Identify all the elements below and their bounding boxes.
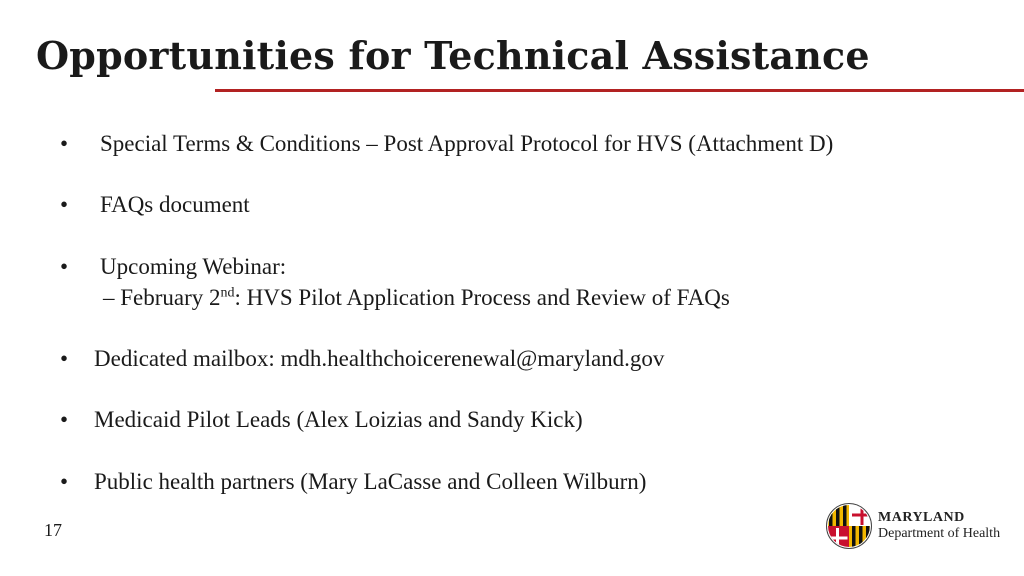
bullet-text: FAQs document: [100, 192, 250, 217]
webinar-sub-bullet: [103, 283, 730, 313]
webinar-date: February 2: [120, 285, 221, 310]
logo-department: Department of Health: [878, 526, 1001, 541]
bullet-text: Public health partners (Mary LaCasse and Colleen Wilburn): [94, 469, 647, 494]
bullet-dot-icon: •: [60, 346, 69, 371]
page-number: 17: [44, 520, 62, 540]
bullet-dot-icon: •: [60, 469, 69, 494]
maryland-health-logo: [826, 503, 1016, 549]
bullet-dot-icon: •: [60, 254, 69, 279]
maryland-flag-seal-icon: [826, 503, 872, 549]
bullet-dot-icon: •: [60, 192, 69, 217]
slide-title: Opportunities for Technical Assistance: [36, 33, 870, 78]
bullet-dot-icon: •: [60, 407, 69, 432]
logo-name: MARYLAND: [878, 510, 965, 525]
date-ordinal: nd: [220, 285, 235, 301]
webinar-title: : HVS Pilot Application Process and Review of FAQs: [234, 285, 730, 310]
sub-bullet-dash: –: [103, 285, 115, 310]
bullet-text: Medicaid Pilot Leads (Alex Loizias and Sandy Kick): [94, 407, 583, 432]
bullet-text: Upcoming Webinar:: [100, 254, 287, 279]
bullet-text: Dedicated mailbox: mdh.healthchoicerenewal@maryland.gov: [94, 346, 665, 371]
bullet-text: Special Terms & Conditions – Post Approval Protocol for HVS (Attachment D): [100, 131, 834, 156]
bullet-dot-icon: •: [60, 131, 69, 156]
